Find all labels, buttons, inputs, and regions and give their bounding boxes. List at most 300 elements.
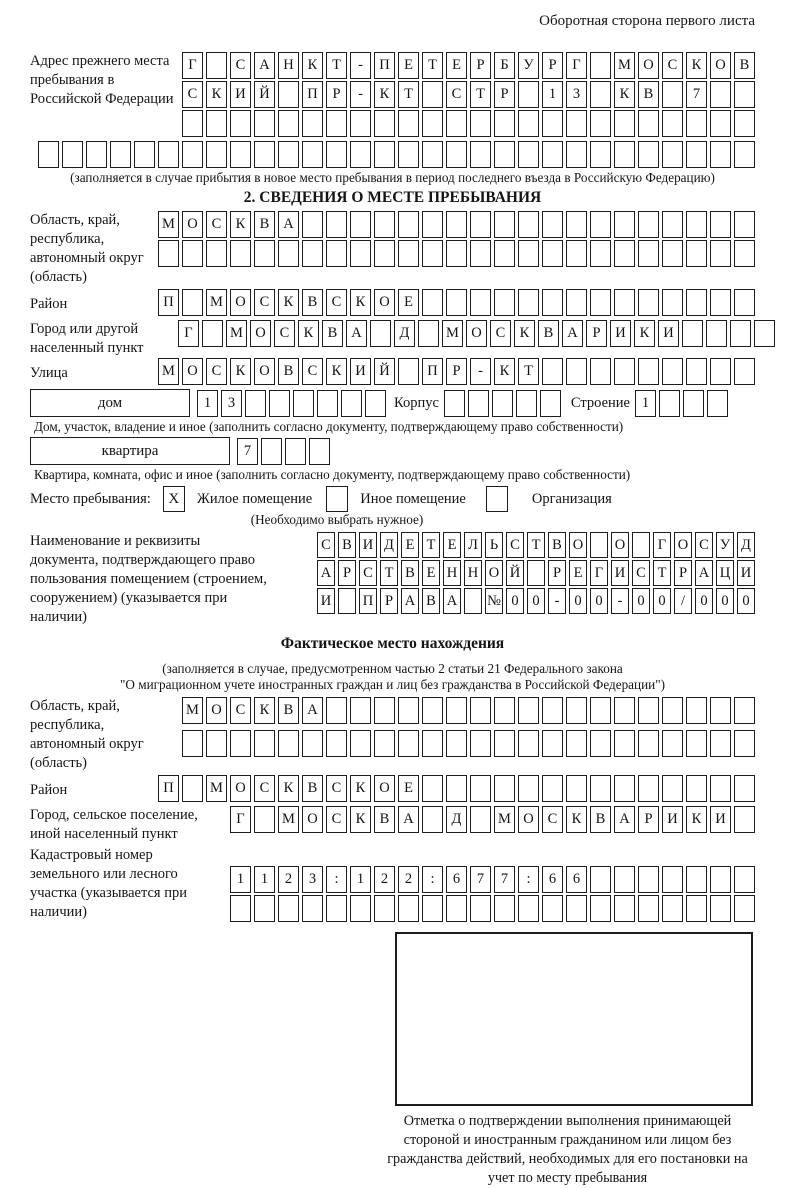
char-cell[interactable]: [662, 81, 683, 108]
char-cell[interactable]: [566, 289, 587, 316]
char-cell[interactable]: [62, 141, 83, 168]
char-cell[interactable]: [374, 730, 395, 757]
char-cell[interactable]: [38, 141, 59, 168]
char-cell[interactable]: В: [254, 211, 275, 238]
char-cell[interactable]: 6: [542, 866, 563, 893]
char-cell[interactable]: Г: [178, 320, 199, 347]
korpus-cells[interactable]: [441, 390, 561, 417]
char-cell[interactable]: [278, 730, 299, 757]
char-cell[interactable]: С: [695, 532, 713, 558]
char-cell[interactable]: В: [422, 588, 440, 614]
char-cell[interactable]: -: [548, 588, 566, 614]
char-cell[interactable]: [686, 358, 707, 385]
char-cell[interactable]: [446, 211, 467, 238]
char-cell[interactable]: Е: [443, 532, 461, 558]
char-cell[interactable]: :: [422, 866, 443, 893]
char-cell[interactable]: Е: [446, 52, 467, 79]
char-cell[interactable]: Т: [653, 560, 671, 586]
char-cell[interactable]: [542, 211, 563, 238]
char-cell[interactable]: [686, 775, 707, 802]
char-cell[interactable]: А: [695, 560, 713, 586]
char-cell[interactable]: Р: [542, 52, 563, 79]
char-cell[interactable]: А: [401, 588, 419, 614]
char-cell[interactable]: В: [734, 52, 755, 79]
char-cell[interactable]: Ь: [485, 532, 503, 558]
char-cell[interactable]: 7: [686, 81, 707, 108]
char-cell[interactable]: 0: [569, 588, 587, 614]
char-cell[interactable]: [590, 81, 611, 108]
char-cell[interactable]: [446, 240, 467, 267]
char-cell[interactable]: [566, 110, 587, 137]
char-cell[interactable]: [638, 110, 659, 137]
char-cell[interactable]: [422, 141, 443, 168]
char-cell[interactable]: [494, 289, 515, 316]
char-cell[interactable]: -: [350, 52, 371, 79]
char-cell[interactable]: [614, 866, 635, 893]
char-cell[interactable]: [254, 895, 275, 922]
char-cell[interactable]: [326, 895, 347, 922]
char-cell[interactable]: [590, 730, 611, 757]
char-cell[interactable]: А: [562, 320, 583, 347]
char-cell[interactable]: 3: [302, 866, 323, 893]
char-cell[interactable]: 3: [221, 390, 242, 417]
char-cell[interactable]: Р: [338, 560, 356, 586]
char-cell[interactable]: [707, 390, 728, 417]
char-cell[interactable]: [590, 532, 608, 558]
char-cell[interactable]: [710, 110, 731, 137]
checkbox-residential[interactable]: X: [163, 486, 185, 512]
char-cell[interactable]: С: [662, 52, 683, 79]
char-cell[interactable]: [341, 390, 362, 417]
char-cell[interactable]: Л: [464, 532, 482, 558]
char-cell[interactable]: Р: [446, 358, 467, 385]
char-cell[interactable]: [590, 775, 611, 802]
char-cell[interactable]: [710, 141, 731, 168]
char-cell[interactable]: В: [302, 289, 323, 316]
char-cell[interactable]: [590, 697, 611, 724]
char-cell[interactable]: 7: [237, 438, 258, 465]
char-cell[interactable]: [566, 697, 587, 724]
char-cell[interactable]: [182, 775, 203, 802]
char-cell[interactable]: [614, 211, 635, 238]
char-cell[interactable]: С: [359, 560, 377, 586]
district-row[interactable]: [152, 289, 755, 316]
char-cell[interactable]: [518, 730, 539, 757]
char-cell[interactable]: [542, 240, 563, 267]
char-cell[interactable]: 1: [635, 390, 656, 417]
char-cell[interactable]: [638, 697, 659, 724]
char-cell[interactable]: -: [611, 588, 629, 614]
char-cell[interactable]: Е: [422, 560, 440, 586]
char-cell[interactable]: [446, 289, 467, 316]
char-cell[interactable]: [614, 358, 635, 385]
char-cell[interactable]: С: [317, 532, 335, 558]
char-cell[interactable]: [206, 110, 227, 137]
char-cell[interactable]: Р: [674, 560, 692, 586]
char-cell[interactable]: М: [206, 289, 227, 316]
char-cell[interactable]: [734, 141, 755, 168]
char-cell[interactable]: [254, 240, 275, 267]
char-cell[interactable]: 3: [566, 81, 587, 108]
char-cell[interactable]: [590, 240, 611, 267]
char-cell[interactable]: К: [514, 320, 535, 347]
char-cell[interactable]: О: [611, 532, 629, 558]
char-cell[interactable]: [374, 141, 395, 168]
char-cell[interactable]: [422, 240, 443, 267]
char-cell[interactable]: [206, 240, 227, 267]
char-cell[interactable]: С: [254, 289, 275, 316]
char-cell[interactable]: [518, 141, 539, 168]
char-cell[interactable]: О: [230, 289, 251, 316]
char-cell[interactable]: [754, 320, 775, 347]
char-cell[interactable]: [590, 141, 611, 168]
char-cell[interactable]: О: [674, 532, 692, 558]
char-cell[interactable]: [527, 560, 545, 586]
char-cell[interactable]: 7: [494, 866, 515, 893]
char-cell[interactable]: М: [614, 52, 635, 79]
char-cell[interactable]: [566, 358, 587, 385]
actual-district-row[interactable]: [152, 775, 755, 802]
char-cell[interactable]: С: [326, 289, 347, 316]
char-cell[interactable]: [470, 730, 491, 757]
char-cell[interactable]: [686, 240, 707, 267]
char-cell[interactable]: [422, 289, 443, 316]
char-cell[interactable]: О: [638, 52, 659, 79]
char-cell[interactable]: Е: [398, 52, 419, 79]
char-cell[interactable]: [230, 895, 251, 922]
char-cell[interactable]: 1: [197, 390, 218, 417]
char-cell[interactable]: [706, 320, 727, 347]
char-cell[interactable]: [542, 358, 563, 385]
char-cell[interactable]: [206, 52, 227, 79]
char-cell[interactable]: [422, 895, 443, 922]
char-cell[interactable]: В: [401, 560, 419, 586]
char-cell[interactable]: [542, 141, 563, 168]
char-cell[interactable]: К: [634, 320, 655, 347]
char-cell[interactable]: О: [302, 806, 323, 833]
char-cell[interactable]: [662, 775, 683, 802]
char-cell[interactable]: К: [686, 806, 707, 833]
char-cell[interactable]: [566, 211, 587, 238]
char-cell[interactable]: [470, 775, 491, 802]
char-cell[interactable]: [350, 895, 371, 922]
char-cell[interactable]: 2: [398, 866, 419, 893]
char-cell[interactable]: [590, 866, 611, 893]
char-cell[interactable]: [662, 895, 683, 922]
char-cell[interactable]: О: [518, 806, 539, 833]
char-cell[interactable]: [326, 240, 347, 267]
char-cell[interactable]: [182, 289, 203, 316]
char-cell[interactable]: [734, 358, 755, 385]
char-cell[interactable]: Р: [638, 806, 659, 833]
char-cell[interactable]: С: [206, 211, 227, 238]
char-cell[interactable]: [470, 110, 491, 137]
char-cell[interactable]: [230, 240, 251, 267]
char-cell[interactable]: Б: [494, 52, 515, 79]
char-cell[interactable]: [230, 730, 251, 757]
char-cell[interactable]: К: [326, 358, 347, 385]
char-cell[interactable]: О: [206, 697, 227, 724]
char-cell[interactable]: В: [548, 532, 566, 558]
cadastre-row-2[interactable]: [215, 895, 755, 922]
char-cell[interactable]: К: [230, 358, 251, 385]
char-cell[interactable]: [662, 289, 683, 316]
char-cell[interactable]: [590, 358, 611, 385]
char-cell[interactable]: [590, 895, 611, 922]
char-cell[interactable]: [494, 730, 515, 757]
char-cell[interactable]: Т: [380, 560, 398, 586]
char-cell[interactable]: К: [278, 289, 299, 316]
char-cell[interactable]: [662, 141, 683, 168]
char-cell[interactable]: И: [658, 320, 679, 347]
char-cell[interactable]: [230, 110, 251, 137]
char-cell[interactable]: О: [710, 52, 731, 79]
char-cell[interactable]: [446, 110, 467, 137]
char-cell[interactable]: [710, 289, 731, 316]
char-cell[interactable]: В: [638, 81, 659, 108]
checkbox-other-premises[interactable]: [326, 486, 348, 512]
char-cell[interactable]: [464, 588, 482, 614]
char-cell[interactable]: [614, 240, 635, 267]
char-cell[interactable]: [659, 390, 680, 417]
char-cell[interactable]: М: [278, 806, 299, 833]
char-cell[interactable]: В: [590, 806, 611, 833]
char-cell[interactable]: [494, 895, 515, 922]
region-row-2[interactable]: [152, 240, 755, 267]
cadastre-row-1[interactable]: [215, 866, 755, 893]
char-cell[interactable]: [422, 110, 443, 137]
char-cell[interactable]: 0: [695, 588, 713, 614]
char-cell[interactable]: С: [446, 81, 467, 108]
char-cell[interactable]: Н: [464, 560, 482, 586]
char-cell[interactable]: [710, 81, 731, 108]
char-cell[interactable]: [293, 390, 314, 417]
char-cell[interactable]: [686, 730, 707, 757]
char-cell[interactable]: В: [338, 532, 356, 558]
char-cell[interactable]: [422, 81, 443, 108]
char-cell[interactable]: [206, 730, 227, 757]
char-cell[interactable]: С: [506, 532, 524, 558]
char-cell[interactable]: [398, 730, 419, 757]
char-cell[interactable]: К: [278, 775, 299, 802]
char-cell[interactable]: [590, 110, 611, 137]
char-cell[interactable]: [338, 588, 356, 614]
char-cell[interactable]: [182, 240, 203, 267]
char-cell[interactable]: И: [737, 560, 755, 586]
char-cell[interactable]: А: [278, 211, 299, 238]
char-cell[interactable]: [566, 141, 587, 168]
region-row-1[interactable]: [152, 211, 755, 238]
char-cell[interactable]: [374, 211, 395, 238]
char-cell[interactable]: [86, 141, 107, 168]
char-cell[interactable]: [542, 730, 563, 757]
char-cell[interactable]: [302, 211, 323, 238]
char-cell[interactable]: А: [614, 806, 635, 833]
char-cell[interactable]: [542, 895, 563, 922]
char-cell[interactable]: 0: [506, 588, 524, 614]
actual-city-row[interactable]: [227, 806, 755, 833]
char-cell[interactable]: [206, 141, 227, 168]
char-cell[interactable]: [518, 697, 539, 724]
char-cell[interactable]: [302, 110, 323, 137]
char-cell[interactable]: [614, 895, 635, 922]
char-cell[interactable]: [446, 775, 467, 802]
char-cell[interactable]: С: [182, 81, 203, 108]
char-cell[interactable]: [182, 730, 203, 757]
char-cell[interactable]: [686, 895, 707, 922]
char-cell[interactable]: 0: [737, 588, 755, 614]
char-cell[interactable]: [134, 141, 155, 168]
char-cell[interactable]: -: [350, 81, 371, 108]
char-cell[interactable]: [632, 532, 650, 558]
char-cell[interactable]: [686, 141, 707, 168]
char-cell[interactable]: [278, 110, 299, 137]
char-cell[interactable]: П: [302, 81, 323, 108]
char-cell[interactable]: [326, 110, 347, 137]
char-cell[interactable]: Д: [380, 532, 398, 558]
char-cell[interactable]: С: [326, 775, 347, 802]
char-cell[interactable]: Д: [446, 806, 467, 833]
char-cell[interactable]: [309, 438, 330, 465]
char-cell[interactable]: [566, 730, 587, 757]
char-cell[interactable]: [710, 358, 731, 385]
char-cell[interactable]: [542, 110, 563, 137]
char-cell[interactable]: К: [350, 775, 371, 802]
char-cell[interactable]: Н: [443, 560, 461, 586]
char-cell[interactable]: С: [632, 560, 650, 586]
char-cell[interactable]: [494, 141, 515, 168]
char-cell[interactable]: А: [346, 320, 367, 347]
char-cell[interactable]: [326, 730, 347, 757]
char-cell[interactable]: [350, 240, 371, 267]
char-cell[interactable]: [518, 211, 539, 238]
char-cell[interactable]: И: [230, 81, 251, 108]
char-cell[interactable]: [494, 211, 515, 238]
char-cell[interactable]: Р: [380, 588, 398, 614]
char-cell[interactable]: Е: [401, 532, 419, 558]
actual-region-row-1[interactable]: [176, 697, 755, 724]
char-cell[interactable]: [494, 697, 515, 724]
char-cell[interactable]: В: [302, 775, 323, 802]
char-cell[interactable]: [638, 730, 659, 757]
char-cell[interactable]: 0: [653, 588, 671, 614]
char-cell[interactable]: [350, 110, 371, 137]
char-cell[interactable]: К: [374, 81, 395, 108]
char-cell[interactable]: В: [374, 806, 395, 833]
char-cell[interactable]: [398, 110, 419, 137]
char-cell[interactable]: С: [274, 320, 295, 347]
prev-address-row-3[interactable]: [175, 110, 755, 137]
char-cell[interactable]: К: [350, 289, 371, 316]
document-row-1[interactable]: [270, 532, 755, 558]
char-cell[interactable]: В: [538, 320, 559, 347]
char-cell[interactable]: [734, 866, 755, 893]
char-cell[interactable]: Й: [254, 81, 275, 108]
char-cell[interactable]: 1: [254, 866, 275, 893]
char-cell[interactable]: Д: [737, 532, 755, 558]
char-cell[interactable]: [374, 110, 395, 137]
char-cell[interactable]: С: [302, 358, 323, 385]
char-cell[interactable]: [365, 390, 386, 417]
char-cell[interactable]: Р: [586, 320, 607, 347]
char-cell[interactable]: И: [610, 320, 631, 347]
char-cell[interactable]: 6: [446, 866, 467, 893]
char-cell[interactable]: П: [359, 588, 377, 614]
char-cell[interactable]: К: [566, 806, 587, 833]
char-cell[interactable]: [182, 110, 203, 137]
char-cell[interactable]: [638, 141, 659, 168]
char-cell[interactable]: [734, 81, 755, 108]
prev-address-row-1[interactable]: [175, 52, 755, 79]
char-cell[interactable]: И: [710, 806, 731, 833]
char-cell[interactable]: [326, 211, 347, 238]
char-cell[interactable]: [422, 806, 443, 833]
char-cell[interactable]: [638, 240, 659, 267]
char-cell[interactable]: [254, 141, 275, 168]
char-cell[interactable]: [278, 240, 299, 267]
house-number-cells[interactable]: [194, 390, 386, 417]
char-cell[interactable]: М: [206, 775, 227, 802]
char-cell[interactable]: [492, 390, 513, 417]
char-cell[interactable]: К: [494, 358, 515, 385]
char-cell[interactable]: [638, 358, 659, 385]
char-cell[interactable]: [254, 730, 275, 757]
char-cell[interactable]: [734, 289, 755, 316]
char-cell[interactable]: [662, 358, 683, 385]
char-cell[interactable]: [566, 240, 587, 267]
char-cell[interactable]: [422, 211, 443, 238]
char-cell[interactable]: №: [485, 588, 503, 614]
char-cell[interactable]: [302, 240, 323, 267]
char-cell[interactable]: [734, 730, 755, 757]
char-cell[interactable]: Г: [590, 560, 608, 586]
char-cell[interactable]: [662, 866, 683, 893]
char-cell[interactable]: :: [518, 866, 539, 893]
char-cell[interactable]: 2: [278, 866, 299, 893]
char-cell[interactable]: [734, 806, 755, 833]
char-cell[interactable]: [398, 697, 419, 724]
char-cell[interactable]: М: [182, 697, 203, 724]
char-cell[interactable]: [350, 697, 371, 724]
char-cell[interactable]: О: [374, 775, 395, 802]
char-cell[interactable]: [662, 211, 683, 238]
char-cell[interactable]: [422, 697, 443, 724]
char-cell[interactable]: [590, 289, 611, 316]
char-cell[interactable]: [468, 390, 489, 417]
char-cell[interactable]: [182, 141, 203, 168]
char-cell[interactable]: У: [716, 532, 734, 558]
char-cell[interactable]: О: [374, 289, 395, 316]
stroenie-cells[interactable]: [632, 390, 728, 417]
document-row-2[interactable]: [270, 560, 755, 586]
char-cell[interactable]: Т: [326, 52, 347, 79]
char-cell[interactable]: О: [182, 358, 203, 385]
char-cell[interactable]: [734, 211, 755, 238]
char-cell[interactable]: М: [494, 806, 515, 833]
char-cell[interactable]: [614, 110, 635, 137]
char-cell[interactable]: [638, 211, 659, 238]
char-cell[interactable]: [374, 697, 395, 724]
char-cell[interactable]: :: [326, 866, 347, 893]
char-cell[interactable]: [590, 211, 611, 238]
char-cell[interactable]: [734, 240, 755, 267]
char-cell[interactable]: [494, 240, 515, 267]
char-cell[interactable]: [374, 895, 395, 922]
char-cell[interactable]: П: [374, 52, 395, 79]
char-cell[interactable]: [516, 390, 537, 417]
char-cell[interactable]: П: [158, 775, 179, 802]
char-cell[interactable]: [446, 697, 467, 724]
